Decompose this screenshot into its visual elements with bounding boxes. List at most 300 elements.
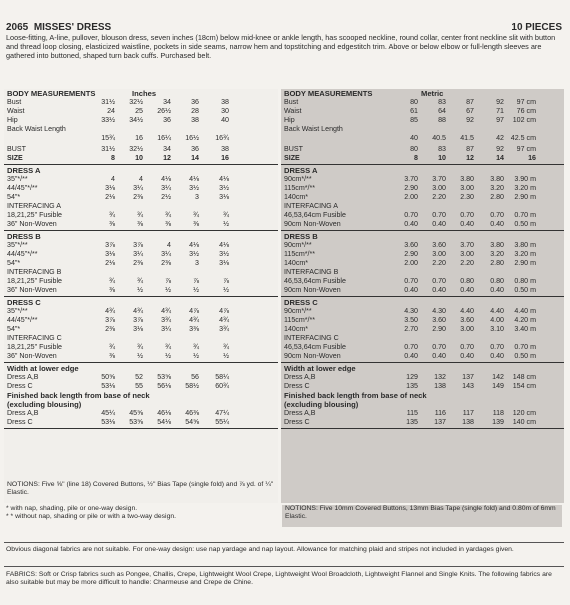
row-value: 40.5 [432, 134, 446, 142]
width-heading: Width at lower edge [7, 364, 79, 373]
row-value: 3.80 m [514, 241, 536, 249]
row-value: 4 [139, 175, 143, 183]
pattern-title [6, 22, 111, 33]
table-row [7, 241, 275, 250]
row-value: 0.80 m [514, 277, 536, 285]
body-measurements-heading: BODY MEASUREMENTS [7, 89, 96, 98]
row-label: INTERFACING A [7, 202, 61, 210]
row-value: ½ [137, 286, 143, 294]
row-label: Dress A,B [284, 373, 316, 381]
row-value: 55¼ [215, 418, 229, 426]
row-value: 2.00 [404, 259, 418, 267]
section-divider [281, 428, 564, 429]
row-value: 53⅛ [101, 382, 115, 390]
row-value: 2⅜ [161, 259, 171, 267]
row-value: 2.90 [404, 250, 418, 258]
size-row [284, 154, 561, 163]
row-value: 47¼ [215, 409, 229, 417]
row-value: 4⅛ [189, 175, 199, 183]
row-value: ⅜ [137, 220, 143, 228]
row-value: 3.90 m [514, 175, 536, 183]
row-value: 4.40 m [514, 307, 536, 315]
row-value: 80 [410, 145, 418, 153]
table-row [284, 316, 561, 325]
pieces-count: 10 PIECES [511, 22, 562, 33]
row-value: 102 cm [512, 116, 536, 124]
section-divider [281, 362, 564, 363]
section-divider [281, 164, 564, 165]
table-row [7, 134, 275, 143]
table-row [284, 418, 561, 427]
row-label: Dress C [7, 418, 33, 426]
table-row [7, 107, 275, 116]
row-value: 3.80 [460, 175, 474, 183]
row-label: 46,53,64cm Fusible [284, 211, 346, 219]
table-row [284, 373, 561, 382]
row-label: 36" Non-Woven [7, 286, 57, 294]
row-label: 18,21,25" Fusible [7, 211, 62, 219]
row-label: INTERFACING C [7, 334, 62, 342]
row-value: 4⅛ [189, 241, 199, 249]
row-value: 3.60 [432, 241, 446, 249]
row-value: 4.40 [490, 307, 504, 315]
row-value: 92 [466, 116, 474, 124]
unit-heading: Inches [132, 89, 157, 98]
row-value: 137 [462, 373, 474, 381]
row-value: 2.00 [404, 193, 418, 201]
row-value: ¾ [109, 211, 115, 219]
table-row [7, 175, 275, 184]
table-row [7, 352, 275, 361]
table-row [284, 134, 561, 143]
row-label: 46,53,64cm Fusible [284, 343, 346, 351]
row-value: 40 [410, 134, 418, 142]
row-value: 0.40 [432, 286, 446, 294]
row-value: ¾ [109, 277, 115, 285]
table-row [284, 250, 561, 259]
row-value: 0.70 [404, 343, 418, 351]
dress-section-title: DRESS B [284, 232, 318, 241]
row-value: 137 [434, 418, 446, 426]
row-value: 3.00 [460, 184, 474, 192]
row-value: 87 [466, 145, 474, 153]
dress-section-title: DRESS B [7, 232, 41, 241]
table-row [284, 193, 561, 202]
row-value: ⅜ [109, 352, 115, 360]
row-value: 3⅛ [133, 325, 143, 333]
row-value: 25 [135, 107, 143, 115]
row-value: 116 [434, 409, 446, 417]
table-row [7, 373, 275, 382]
row-value: 46⅛ [157, 409, 171, 417]
row-value: ½ [165, 352, 171, 360]
table-row [7, 316, 275, 325]
row-value: ½ [165, 286, 171, 294]
row-value: 10 [135, 154, 143, 162]
row-value: 71 [496, 107, 504, 115]
row-value: 3.70 [432, 175, 446, 183]
row-value: 60¾ [215, 382, 229, 390]
row-value: 135 [406, 418, 418, 426]
row-value: 138 [462, 418, 474, 426]
row-label: 36" Non-Woven [7, 352, 57, 360]
notions-metric-box [282, 505, 562, 527]
table-row [7, 250, 275, 259]
row-value: 55 [135, 382, 143, 390]
row-value: 0.70 m [514, 343, 536, 351]
row-label: Waist [7, 107, 25, 115]
size-row [7, 154, 275, 163]
row-value: 4⅛ [219, 241, 229, 249]
row-value: 3 [195, 193, 199, 201]
row-value: 34½ [129, 116, 143, 124]
row-label: 46,53,64cm Fusible [284, 277, 346, 285]
row-value: 8 [111, 154, 115, 162]
row-value: 4⅞ [219, 307, 229, 315]
table-row [284, 307, 561, 316]
row-value: 3¼ [161, 325, 171, 333]
row-label: INTERFACING B [284, 268, 339, 276]
row-label: Back Waist Length [284, 125, 343, 133]
metric-column [281, 89, 564, 503]
row-value: 0.40 [432, 220, 446, 228]
row-value: 53⅛ [101, 418, 115, 426]
row-label: Dress A,B [7, 409, 39, 417]
section-divider [281, 230, 564, 231]
row-value: 0.50 m [514, 220, 536, 228]
row-value: 3⅞ [105, 316, 115, 324]
row-value: 0.70 [404, 211, 418, 219]
row-value: 2½ [161, 193, 171, 201]
row-label: 54"* [7, 259, 21, 267]
row-value: ¾ [165, 343, 171, 351]
row-value: 61 [410, 107, 418, 115]
table-row [7, 220, 275, 229]
row-value: ½ [193, 286, 199, 294]
row-value: ⅜ [109, 286, 115, 294]
table-row [284, 211, 561, 220]
table-row [7, 325, 275, 334]
dress-section-title: DRESS C [284, 298, 318, 307]
row-value: 80 [410, 98, 418, 106]
row-value: 4 [167, 241, 171, 249]
row-value: 3.00 [460, 250, 474, 258]
table-row [284, 268, 561, 277]
row-value: 0.70 [460, 343, 474, 351]
row-value: 38 [191, 116, 199, 124]
row-value: 41.5 [460, 134, 474, 142]
row-value: 3¼ [161, 184, 171, 192]
row-value: 31½ [101, 145, 115, 153]
row-value: 0.40 [490, 352, 504, 360]
row-value: 67 [466, 107, 474, 115]
row-value: 3½ [219, 184, 229, 192]
table-row [7, 268, 275, 277]
row-value: ⅞ [223, 277, 229, 285]
row-value: 154 cm [512, 382, 536, 390]
row-value: 2.70 [404, 325, 418, 333]
row-value: 3.60 [432, 316, 446, 324]
row-value: 42 [496, 134, 504, 142]
row-value: ⅞ [165, 277, 171, 285]
row-value: 3¼ [133, 250, 143, 258]
row-value: 2⅜ [133, 259, 143, 267]
row-value: 3⅛ [219, 259, 229, 267]
row-value: 2.80 [490, 259, 504, 267]
table-row [7, 202, 275, 211]
table-row [284, 220, 561, 229]
row-value: 16½ [185, 134, 199, 142]
row-value: 0.70 [432, 211, 446, 219]
row-value: 3⅞ [133, 241, 143, 249]
row-value: 3.00 [432, 184, 446, 192]
row-value: 32½ [129, 98, 143, 106]
row-value: 2⅜ [105, 325, 115, 333]
row-label: 140cm* [284, 193, 309, 201]
section-divider [4, 362, 278, 363]
row-value: 2.90 m [514, 193, 536, 201]
row-value: 4.40 [460, 307, 474, 315]
row-value: 0.70 m [514, 211, 536, 219]
row-value: 3.80 [490, 241, 504, 249]
row-value: 56 [191, 373, 199, 381]
row-value: 64 [438, 107, 446, 115]
row-label: 44/45"*/** [7, 184, 38, 192]
row-value: 85 [410, 116, 418, 124]
row-label: 90cm Non-Woven [284, 352, 341, 360]
section-divider [4, 230, 278, 231]
row-label: INTERFACING A [284, 202, 338, 210]
row-label: Dress A,B [7, 373, 39, 381]
row-value: 2.90 m [514, 259, 536, 267]
row-label: 90cm*/** [284, 175, 312, 183]
row-label: Bust [284, 98, 299, 106]
row-value: 3⅜ [189, 325, 199, 333]
row-value: 4¾ [219, 316, 229, 324]
table-row [7, 334, 275, 343]
row-value: ½ [223, 352, 229, 360]
footnotes [6, 505, 281, 521]
section-divider [4, 164, 278, 165]
row-value: 16 [221, 154, 229, 162]
row-label: Dress A,B [284, 409, 316, 417]
row-value: 135 [406, 382, 418, 390]
row-value: 120 cm [512, 409, 536, 417]
table-row [7, 307, 275, 316]
row-label: 54"* [7, 193, 21, 201]
section-divider [4, 428, 278, 429]
row-label: Dress C [284, 382, 310, 390]
row-value: 16¼ [157, 134, 171, 142]
row-value: 16 [135, 134, 143, 142]
table-row [284, 259, 561, 268]
row-value: 3.70 [460, 241, 474, 249]
row-value: 3⅛ [105, 250, 115, 258]
row-value: 15¾ [101, 134, 115, 142]
row-value: ¾ [137, 277, 143, 285]
row-value: 143 [462, 382, 474, 390]
row-label: INTERFACING B [7, 268, 62, 276]
yardage-chart [4, 89, 564, 503]
row-value: 3¾ [161, 316, 171, 324]
row-value: 4 [111, 175, 115, 183]
row-value: 3½ [189, 250, 199, 258]
row-value: 0.70 [460, 211, 474, 219]
row-value: 38 [221, 98, 229, 106]
table-row [284, 184, 561, 193]
row-value: 148 cm [512, 373, 536, 381]
row-value: 4.30 [432, 307, 446, 315]
table-row [7, 116, 275, 125]
row-value: 2.20 [460, 259, 474, 267]
table-row [284, 175, 561, 184]
row-value: ¾ [223, 343, 229, 351]
row-value: 8 [414, 154, 418, 162]
row-value: 97 [496, 116, 504, 124]
row-value: 54⅝ [185, 418, 199, 426]
row-value: 30 [221, 107, 229, 115]
table-row [284, 382, 561, 391]
row-value: 0.70 [432, 343, 446, 351]
row-value: 0.40 [490, 220, 504, 228]
divider [4, 542, 564, 543]
row-value: 0.40 [490, 286, 504, 294]
pattern-name: MISSES' DRESS [33, 22, 112, 33]
row-label: Dress C [7, 382, 33, 390]
row-value: 45⅝ [129, 409, 143, 417]
pattern-number: 2065 [6, 22, 29, 33]
row-value: 3½ [189, 184, 199, 192]
row-value: 138 [434, 382, 446, 390]
row-value: 24 [107, 107, 115, 115]
imperial-column [4, 89, 278, 503]
row-value: 0.40 [404, 286, 418, 294]
row-value: 4¾ [189, 316, 199, 324]
row-label: Hip [7, 116, 18, 124]
finished-length-heading: Finished back length from base of neck [7, 391, 150, 400]
row-value: ¾ [193, 343, 199, 351]
row-value: 92 [496, 145, 504, 153]
row-value: ⅜ [165, 220, 171, 228]
row-value: 56⅛ [157, 382, 171, 390]
row-value: 34 [163, 98, 171, 106]
row-value: 0.50 m [514, 286, 536, 294]
table-row [7, 184, 275, 193]
row-value: 2.90 [404, 184, 418, 192]
row-value: 26½ [157, 107, 171, 115]
row-value: ¾ [193, 211, 199, 219]
finished-length-subheading: (excluding blousing) [7, 400, 82, 409]
row-value: 2⅛ [105, 193, 115, 201]
table-row [7, 211, 275, 220]
dress-section-title: DRESS A [284, 166, 318, 175]
body-measurements-heading: BODY MEASUREMENTS [284, 89, 373, 98]
row-value: 3.70 [404, 175, 418, 183]
row-value: 36 [191, 145, 199, 153]
row-value: 3.10 [490, 325, 504, 333]
row-value: 40 [221, 116, 229, 124]
row-label: 115cm*/** [284, 250, 316, 258]
dress-section-title: DRESS C [7, 298, 41, 307]
row-label: Waist [284, 107, 302, 115]
row-value: 139 [492, 418, 504, 426]
row-value: 2.20 [432, 259, 446, 267]
row-value: 36 [191, 98, 199, 106]
row-value: 58½ [185, 382, 199, 390]
table-row [284, 409, 561, 418]
row-value: 0.40 [404, 352, 418, 360]
unit-heading: Metric [421, 89, 444, 98]
row-value: ⅜ [109, 220, 115, 228]
footnote-without-nap: * * without nap, shading or pile or with a two-way design. [6, 513, 177, 520]
row-value: 16¾ [215, 134, 229, 142]
row-value: 3.80 [490, 175, 504, 183]
row-value: ¾ [223, 211, 229, 219]
row-value: 38 [221, 145, 229, 153]
row-value: 0.40 [404, 220, 418, 228]
table-row [284, 325, 561, 334]
row-value: 3¼ [133, 184, 143, 192]
row-label: BUST [7, 145, 26, 153]
row-label: BUST [284, 145, 303, 153]
row-value: 3⅛ [105, 184, 115, 192]
table-row [7, 286, 275, 295]
table-row [284, 202, 561, 211]
row-value: 12 [466, 154, 474, 162]
row-value: 149 [492, 382, 504, 390]
row-value: 76 cm [516, 107, 536, 115]
table-row [7, 98, 275, 107]
row-label: 140cm* [284, 259, 309, 267]
row-value: 28 [191, 107, 199, 115]
section-divider [281, 296, 564, 297]
row-label: 35"*/** [7, 241, 28, 249]
row-label: Dress C [284, 418, 310, 426]
row-value: 83 [438, 145, 446, 153]
row-value: 4⅛ [219, 175, 229, 183]
row-value: 140 cm [512, 418, 536, 426]
table-row [7, 125, 275, 134]
row-label: 90cm*/** [284, 241, 312, 249]
row-value: 3.20 [490, 250, 504, 258]
row-label: 35"*/** [7, 307, 28, 315]
row-value: 4.00 [490, 316, 504, 324]
row-value: 3.20 m [514, 184, 536, 192]
row-value: 3.40 m [514, 325, 536, 333]
row-value: 0.40 [432, 352, 446, 360]
row-value: ½ [223, 220, 229, 228]
table-row [284, 334, 561, 343]
finished-length-subheading: (excluding blousing) [284, 400, 359, 409]
table-row [7, 193, 275, 202]
row-value: ¾ [137, 211, 143, 219]
bust-row [7, 145, 275, 154]
row-value: ¾ [109, 343, 115, 351]
dress-section-title: DRESS A [7, 166, 41, 175]
fabric-warning: Obvious diagonal fabrics are not suitable. For one-way design: use nap yardage and nap layout. Allowance for matching plaid and stripes not included in yardages given. [6, 546, 514, 553]
table-row [284, 98, 561, 107]
row-value: 54⅛ [157, 418, 171, 426]
row-value: 42.5 cm [510, 134, 536, 142]
row-value: 4.20 m [514, 316, 536, 324]
table-row [284, 277, 561, 286]
row-label: 44/45"*/** [7, 250, 38, 258]
notions-imperial: NOTIONS: Five ⅝" (line 18) Covered Buttons, ½" Bias Tape (single fold) and ⅞ yd. of ¼" Elastic. [7, 481, 274, 496]
row-value: 0.40 [460, 352, 474, 360]
row-value: 0.70 [490, 343, 504, 351]
row-value: 142 [492, 373, 504, 381]
row-value: 129 [406, 373, 418, 381]
